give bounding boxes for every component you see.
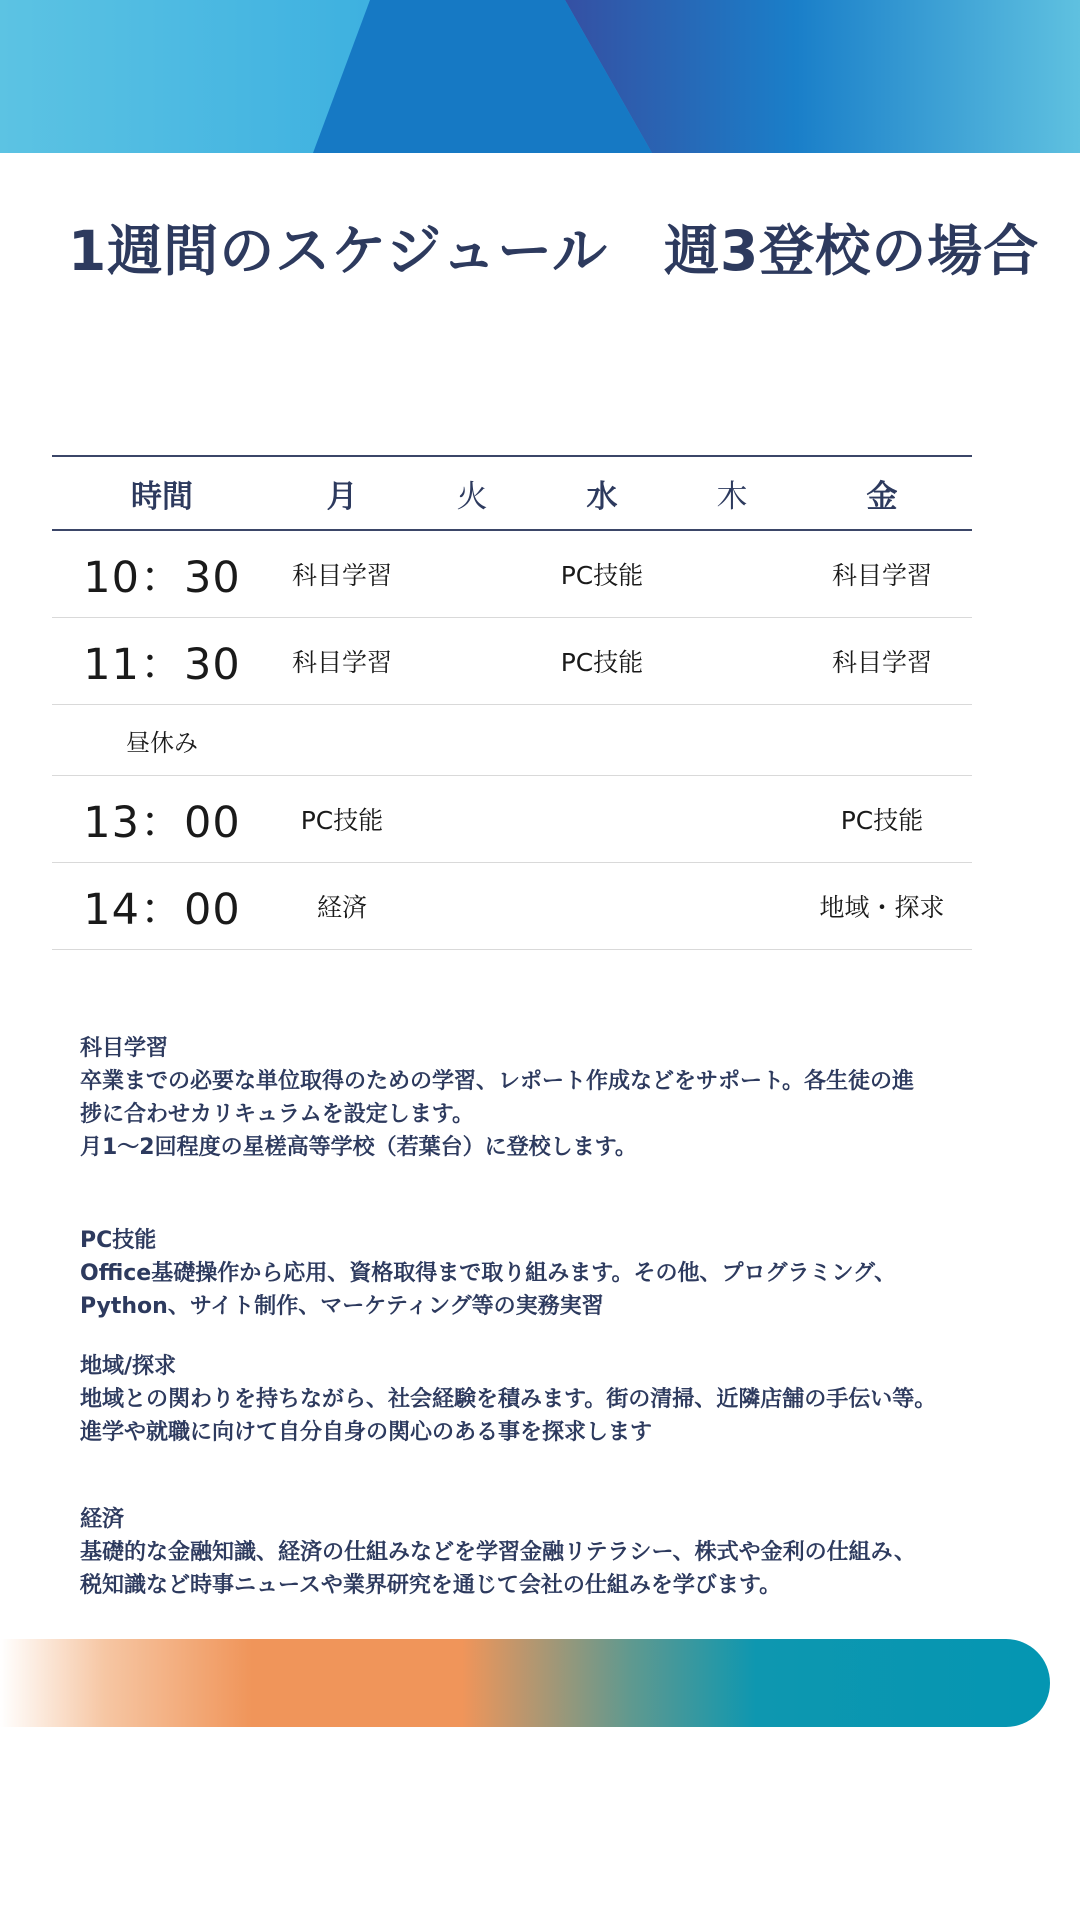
- monday-cell: 科目学習: [291, 648, 392, 677]
- description-subject-study: [80, 1032, 1000, 1164]
- monday-cell: 経済: [316, 893, 367, 922]
- time-cell: 10：30: [83, 552, 241, 603]
- table-row: [52, 863, 972, 950]
- description-line: 卒業までの必要な単位取得のための学習、レポート作成などをサポート。各生徒の進: [80, 1069, 915, 1094]
- time-cell: 14：00: [83, 884, 241, 935]
- description-heading: 地域/探求: [80, 1354, 177, 1379]
- description-heading: 科目学習: [80, 1036, 169, 1061]
- wednesday-cell: PC技能: [560, 561, 644, 590]
- lunch-break-row: [52, 705, 972, 776]
- banner-graphic: [0, 0, 1080, 153]
- header-time: 時間: [131, 478, 193, 515]
- description-line: Office基礎操作から応用、資格取得まで取り組みます。その他、プログラミング、: [80, 1261, 897, 1286]
- monday-cell: PC技能: [300, 806, 384, 835]
- header-banner: [0, 0, 1080, 153]
- description-heading: 経済: [80, 1507, 125, 1532]
- description-economics: [80, 1503, 1000, 1602]
- footer-gradient-bar: [0, 1639, 1050, 1727]
- description-line: 捗に合わせカリキュラムを設定します。: [80, 1102, 475, 1127]
- table-row: [52, 776, 972, 863]
- header-tuesday: 火: [456, 478, 488, 515]
- time-cell: 11：30: [83, 639, 241, 690]
- schedule-header-row: [52, 455, 972, 531]
- description-heading: PC技能: [80, 1228, 157, 1253]
- friday-cell: PC技能: [840, 806, 924, 835]
- header-thursday: 木: [716, 478, 748, 515]
- wednesday-cell: PC技能: [560, 648, 644, 677]
- description-line: Python、サイト制作、マーケティング等の実務実習: [80, 1294, 604, 1319]
- description-line: 月1～2回程度の星槎高等学校（若葉台）に登校します。: [80, 1135, 637, 1160]
- header-friday: 金: [866, 478, 898, 515]
- monday-cell: 科目学習: [291, 561, 392, 590]
- description-line: 基礎的な金融知識、経済の仕組みなどを学習金融リテラシー、株式や金利の仕組み、: [80, 1540, 917, 1565]
- description-line: 進学や就職に向けて自分自身の関心のある事を探求します: [80, 1420, 653, 1445]
- page-title: 1週間のスケジュール 週3登校の場合: [68, 219, 1040, 283]
- header-wednesday: 水: [586, 478, 618, 515]
- description-community-inquiry: [80, 1350, 1000, 1449]
- friday-cell: 科目学習: [831, 561, 932, 590]
- description-line: 地域との関わりを持ちながら、社会経験を積みます。街の清掃、近隣店舗の手伝い等。: [80, 1387, 937, 1412]
- friday-cell: 科目学習: [831, 648, 932, 677]
- description-pc-skills: [80, 1224, 1000, 1323]
- schedule-table: [52, 455, 972, 950]
- header-monday: 月: [326, 478, 358, 515]
- friday-cell: 地域・探求: [819, 893, 945, 922]
- description-line: 税知識など時事ニュースや業界研究を通じて会社の仕組みを学びます。: [80, 1573, 782, 1598]
- table-row: [52, 531, 972, 618]
- lunch-break-label: 昼休み: [126, 728, 198, 757]
- table-row: [52, 618, 972, 705]
- time-cell: 13：00: [83, 797, 241, 848]
